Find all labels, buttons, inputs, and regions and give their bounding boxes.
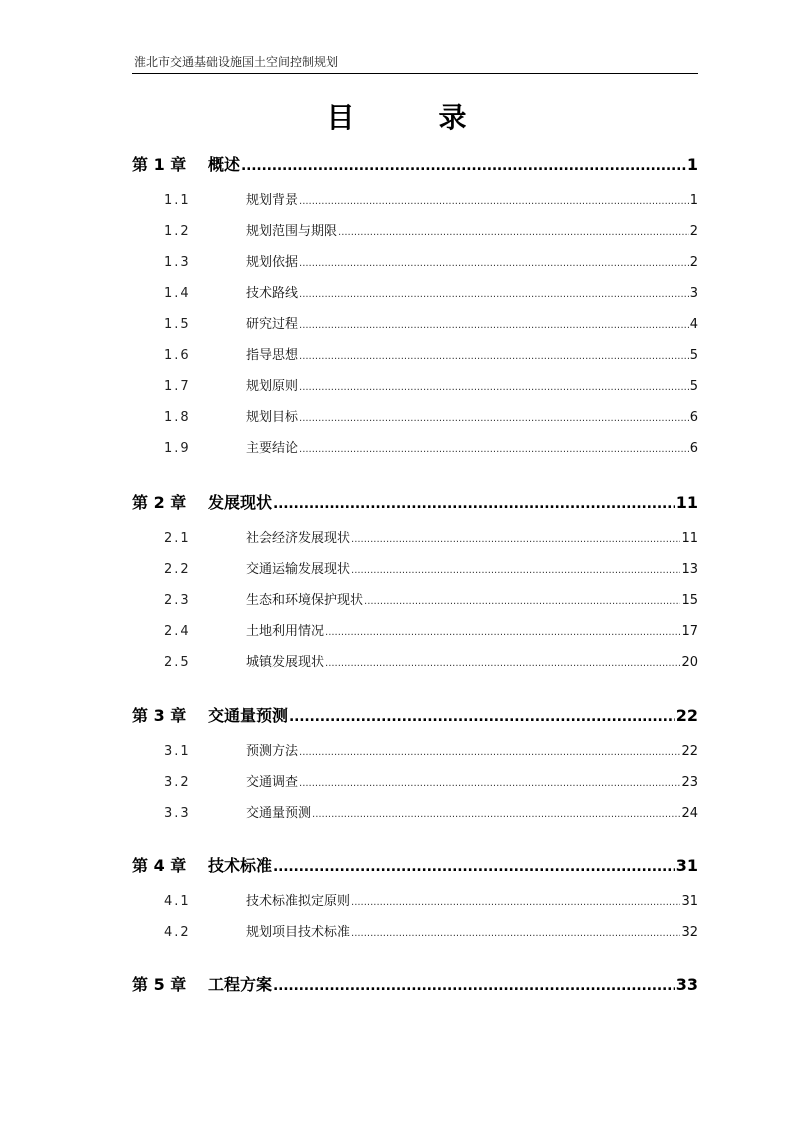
dot-leader	[299, 444, 689, 455]
toc-chapter-entry[interactable]	[132, 853, 698, 876]
section-number: 3.3	[164, 806, 191, 821]
section-page-number: 22	[681, 744, 698, 759]
section-number: 1.6	[164, 348, 191, 363]
section-page-number: 13	[681, 562, 698, 577]
toc-section-entry[interactable]	[164, 527, 698, 546]
section-page-number: 5	[689, 379, 698, 394]
dot-leader	[299, 289, 689, 300]
section-title: 研究过程	[246, 317, 299, 332]
section-title: 预测方法	[246, 744, 299, 759]
dot-leader	[299, 747, 680, 758]
toc-section-entry[interactable]	[164, 251, 698, 270]
section-number: 1.1	[164, 193, 191, 208]
section-number: 1.2	[164, 224, 191, 239]
section-page-number: 6	[689, 441, 698, 456]
section-page-number: 3	[689, 286, 698, 301]
dot-leader	[273, 978, 675, 994]
section-number: 1.8	[164, 410, 191, 425]
toc-section-entry[interactable]	[164, 375, 698, 394]
section-page-number: 23	[681, 775, 698, 790]
toc-section-entry[interactable]	[164, 740, 698, 759]
section-title: 交通运输发展现状	[246, 562, 351, 577]
dot-leader	[299, 320, 689, 331]
chapter-page-number: 22	[675, 706, 698, 725]
section-number: 4.2	[164, 925, 191, 940]
section-page-number: 31	[681, 894, 698, 909]
section-title: 城镇发展现状	[246, 655, 325, 670]
toc-section-entry[interactable]	[164, 437, 698, 456]
chapter-page-number: 11	[675, 493, 698, 512]
section-number: 2.2	[164, 562, 191, 577]
section-number: 1.3	[164, 255, 191, 270]
section-page-number: 20	[681, 655, 698, 670]
section-number: 1.5	[164, 317, 191, 332]
chapter-title: 工程方案	[208, 975, 273, 994]
dot-leader	[273, 859, 675, 875]
section-title: 交通量预测	[246, 806, 312, 821]
dot-leader	[351, 565, 680, 576]
dot-leader	[351, 897, 680, 908]
dot-leader	[241, 158, 686, 174]
toc-section-entry[interactable]	[164, 651, 698, 670]
section-page-number: 6	[689, 410, 698, 425]
toc-section-entry[interactable]	[164, 589, 698, 608]
chapter-title: 概述	[208, 155, 241, 174]
toc-chapter-entry[interactable]	[132, 972, 698, 995]
dot-leader	[338, 227, 689, 238]
chapter-page-number: 31	[675, 856, 698, 875]
toc-section-entry[interactable]	[164, 313, 698, 332]
section-number: 2.3	[164, 593, 191, 608]
dot-leader	[299, 413, 689, 424]
dot-leader	[325, 658, 680, 669]
section-page-number: 5	[689, 348, 698, 363]
section-number: 1.4	[164, 286, 191, 301]
toc-section-entry[interactable]	[164, 189, 698, 208]
chapter-title: 交通量预测	[208, 706, 289, 725]
toc-section-entry[interactable]	[164, 558, 698, 577]
section-page-number: 24	[681, 806, 698, 821]
section-title: 土地利用情况	[246, 624, 325, 639]
chapter-page-number: 1	[686, 155, 698, 174]
toc-chapter-entry[interactable]	[132, 703, 698, 726]
section-page-number: 11	[681, 531, 698, 546]
toc-section-entry[interactable]	[164, 921, 698, 940]
section-page-number: 1	[689, 193, 698, 208]
section-title: 技术路线	[246, 286, 299, 301]
dot-leader	[299, 382, 689, 393]
page-header: 淮北市交通基础设施国土空间控制规划	[134, 55, 339, 69]
section-number: 1.7	[164, 379, 191, 394]
chapter-number: 第 4 章	[132, 856, 187, 875]
toc-section-entry[interactable]	[164, 406, 698, 425]
section-number: 3.1	[164, 744, 191, 759]
dot-leader	[312, 809, 680, 820]
section-title: 指导思想	[246, 348, 299, 363]
toc-section-entry[interactable]	[164, 802, 698, 821]
section-title: 主要结论	[246, 441, 299, 456]
chapter-number: 第 5 章	[132, 975, 187, 994]
section-title: 社会经济发展现状	[246, 531, 351, 546]
section-page-number: 4	[689, 317, 698, 332]
dot-leader	[299, 351, 689, 362]
dot-leader	[289, 709, 675, 725]
chapter-title: 发展现状	[208, 493, 273, 512]
section-title: 规划背景	[246, 193, 299, 208]
dot-leader	[299, 196, 689, 207]
section-number: 4.1	[164, 894, 191, 909]
dot-leader	[299, 258, 689, 269]
chapter-title: 技术标准	[208, 856, 273, 875]
toc-section-entry[interactable]	[164, 344, 698, 363]
section-page-number: 32	[681, 925, 698, 940]
dot-leader	[325, 627, 680, 638]
toc-section-entry[interactable]	[164, 771, 698, 790]
section-title: 交通调查	[246, 775, 299, 790]
chapter-number: 第 1 章	[132, 155, 187, 174]
chapter-page-number: 33	[675, 975, 698, 994]
toc-section-entry[interactable]	[164, 282, 698, 301]
section-number: 2.4	[164, 624, 191, 639]
section-number: 3.2	[164, 775, 191, 790]
document-title: 目 录	[326, 101, 495, 134]
section-number: 2.1	[164, 531, 191, 546]
section-page-number: 15	[681, 593, 698, 608]
dot-leader	[299, 778, 680, 789]
dot-leader	[351, 534, 680, 545]
section-title: 规划目标	[246, 410, 299, 425]
section-title: 技术标准拟定原则	[246, 894, 351, 909]
toc-section-entry[interactable]	[164, 220, 698, 239]
section-title: 规划依据	[246, 255, 299, 270]
dot-leader	[364, 596, 680, 607]
section-page-number: 2	[689, 255, 698, 270]
section-number: 2.5	[164, 655, 191, 670]
chapter-number: 第 3 章	[132, 706, 187, 725]
section-number: 1.9	[164, 441, 191, 456]
dot-leader	[351, 928, 680, 939]
toc-chapter-entry[interactable]	[132, 152, 698, 175]
toc-section-entry[interactable]	[164, 620, 698, 639]
toc-chapter-entry[interactable]	[132, 490, 698, 513]
section-page-number: 2	[689, 224, 698, 239]
section-title: 规划范围与期限	[246, 224, 338, 239]
section-title: 生态和环境保护现状	[246, 593, 364, 608]
section-title: 规划原则	[246, 379, 299, 394]
section-title: 规划项目技术标准	[246, 925, 351, 940]
section-page-number: 17	[681, 624, 698, 639]
toc-section-entry[interactable]	[164, 890, 698, 909]
chapter-number: 第 2 章	[132, 493, 187, 512]
dot-leader	[273, 496, 675, 512]
